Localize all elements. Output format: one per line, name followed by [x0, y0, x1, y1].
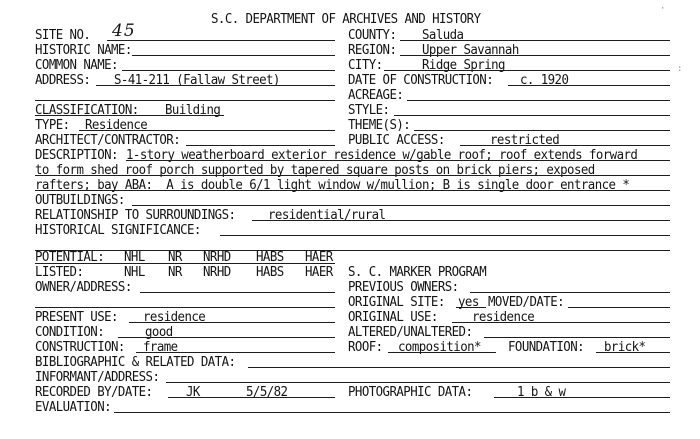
owner-address-line	[140, 292, 335, 293]
date-of-construction-line	[508, 85, 670, 86]
description-line-1: 1-story weatherboard exterior residence w/gable roof; roof extends forward	[126, 145, 638, 163]
construction-label: CONSTRUCTION:	[35, 337, 125, 355]
city-value: Ridge Spring	[422, 55, 505, 73]
address-line	[96, 85, 335, 86]
description-label: DESCRIPTION:	[35, 145, 118, 163]
historical-significance-line	[220, 235, 670, 236]
listed-haer: HAER	[305, 262, 333, 280]
region-value: Upper Savannah	[422, 40, 519, 58]
classification-value: Building	[165, 100, 221, 118]
original-use-label: ORIGINAL USE:	[348, 307, 438, 325]
listed-nrhd: NRHD	[203, 262, 231, 280]
style-line	[394, 115, 670, 116]
form-header: S.C. DEPARTMENT OF ARCHIVES AND HISTORY	[211, 9, 481, 27]
date-of-construction-label: DATE OF CONSTRUCTION:	[348, 70, 494, 88]
type-label: TYPE:	[35, 115, 70, 133]
roof-value: composition*	[398, 337, 481, 355]
classification-label: CLASSIFICATION:	[35, 100, 139, 118]
region-label: REGION:	[348, 40, 397, 58]
relationship-label: RELATIONSHIP TO SURROUNDINGS:	[35, 205, 236, 223]
moved-date-label: MOVED/DATE:	[488, 292, 565, 310]
owner-address-label: OWNER/ADDRESS:	[35, 277, 132, 295]
bibliographic-label: BIBLIOGRAPHIC & RELATED DATA:	[35, 352, 236, 370]
county-value: Saluda	[422, 25, 464, 43]
photographic-data-label: PHOTOGRAPHIC DATA:	[348, 382, 473, 400]
foundation-label: FOUNDATION:	[508, 337, 585, 355]
potential-haer: HAER	[305, 247, 333, 265]
description-rule-3	[35, 190, 670, 191]
present-use-label: PRESENT USE:	[35, 307, 118, 325]
historic-name-label: HISTORIC NAME:	[35, 40, 132, 58]
altered-label: ALTERED/UNALTERED:	[348, 322, 473, 340]
foundation-line	[596, 352, 670, 353]
style-label: STYLE:	[348, 100, 390, 118]
recorded-date: 5/5/82	[246, 382, 288, 400]
present-use-value: residence	[143, 307, 206, 325]
previous-owners-label: PREVIOUS OWNERS:	[348, 277, 459, 295]
recorded-by-label: RECORDED BY/DATE:	[35, 382, 153, 400]
condition-label: CONDITION:	[35, 322, 105, 340]
potential-habs: HABS	[256, 247, 284, 265]
description-line-3: rafters; bay ABA: A is double 6/1 light window w/mullion; B is single door entrance *	[35, 175, 630, 193]
site-no-line	[107, 40, 335, 41]
original-use-value: residence	[472, 307, 535, 325]
site-no-value: 45	[112, 21, 136, 41]
photographic-data-line	[494, 397, 670, 398]
architect-label: ARCHITECT/CONTRACTOR:	[35, 130, 181, 148]
date-of-construction-value: c. 1920	[520, 70, 569, 88]
public-access-value: restricted	[490, 130, 560, 148]
evaluation-label: EVALUATION:	[35, 397, 112, 415]
public-access-label: PUBLIC ACCESS:	[348, 130, 445, 148]
listed-habs: HABS	[256, 262, 284, 280]
original-use-line	[452, 322, 670, 323]
roof-label: ROOF:	[348, 337, 383, 355]
original-site-label: ORIGINAL SITE:	[348, 292, 445, 310]
historic-name-line	[132, 55, 335, 56]
acreage-line	[407, 100, 670, 101]
themes-label: THEME(S):	[348, 115, 411, 133]
corner-speck: :	[677, 64, 683, 74]
photographic-data-value: 1 b & w	[517, 382, 566, 400]
common-name-label: COMMON NAME:	[35, 55, 118, 73]
informant-label: INFORMANT/ADDRESS:	[35, 367, 160, 385]
potential-nrhd: NRHD	[203, 247, 231, 265]
address-value: S-41-211 (Fallaw Street)	[114, 70, 280, 88]
address-label: ADDRESS:	[35, 70, 91, 88]
historical-significance-label: HISTORICAL SIGNIFICANCE:	[35, 220, 201, 238]
listed-nhl: NHL	[124, 262, 145, 280]
condition-value: good	[145, 322, 173, 340]
type-value: Residence	[85, 115, 148, 133]
relationship-value: residential/rural	[268, 205, 386, 223]
outbuildings-label: OUTBUILDINGS:	[35, 190, 125, 208]
listed-label: LISTED:	[35, 262, 84, 280]
foundation-value: brick*	[604, 337, 646, 355]
city-label: CITY:	[348, 55, 383, 73]
site-no-label: SITE NO.	[35, 25, 91, 43]
description-line-2: to form shed roof porch supported by tapered square posts on brick piers; exposed	[35, 160, 595, 178]
moved-date-line	[568, 307, 670, 308]
bibliographic-line	[248, 367, 670, 368]
roof-line	[388, 352, 496, 353]
original-site-value: yes	[458, 292, 479, 310]
evaluation-line	[114, 412, 670, 413]
listed-nr: NR	[168, 262, 182, 280]
corner-speck: ·	[660, 4, 666, 14]
county-label: COUNTY:	[348, 25, 397, 43]
potential-nhl: NHL	[124, 247, 145, 265]
acreage-label: ACREAGE:	[348, 85, 404, 103]
marker-program-label: S. C. MARKER PROGRAM	[348, 262, 487, 280]
recorded-by-name: JK	[186, 382, 200, 400]
relationship-line	[252, 220, 670, 221]
potential-nr: NR	[168, 247, 182, 265]
construction-value: frame	[143, 337, 178, 355]
potential-label: POTENTIAL:	[35, 247, 105, 265]
recorded-by-line	[168, 397, 335, 398]
